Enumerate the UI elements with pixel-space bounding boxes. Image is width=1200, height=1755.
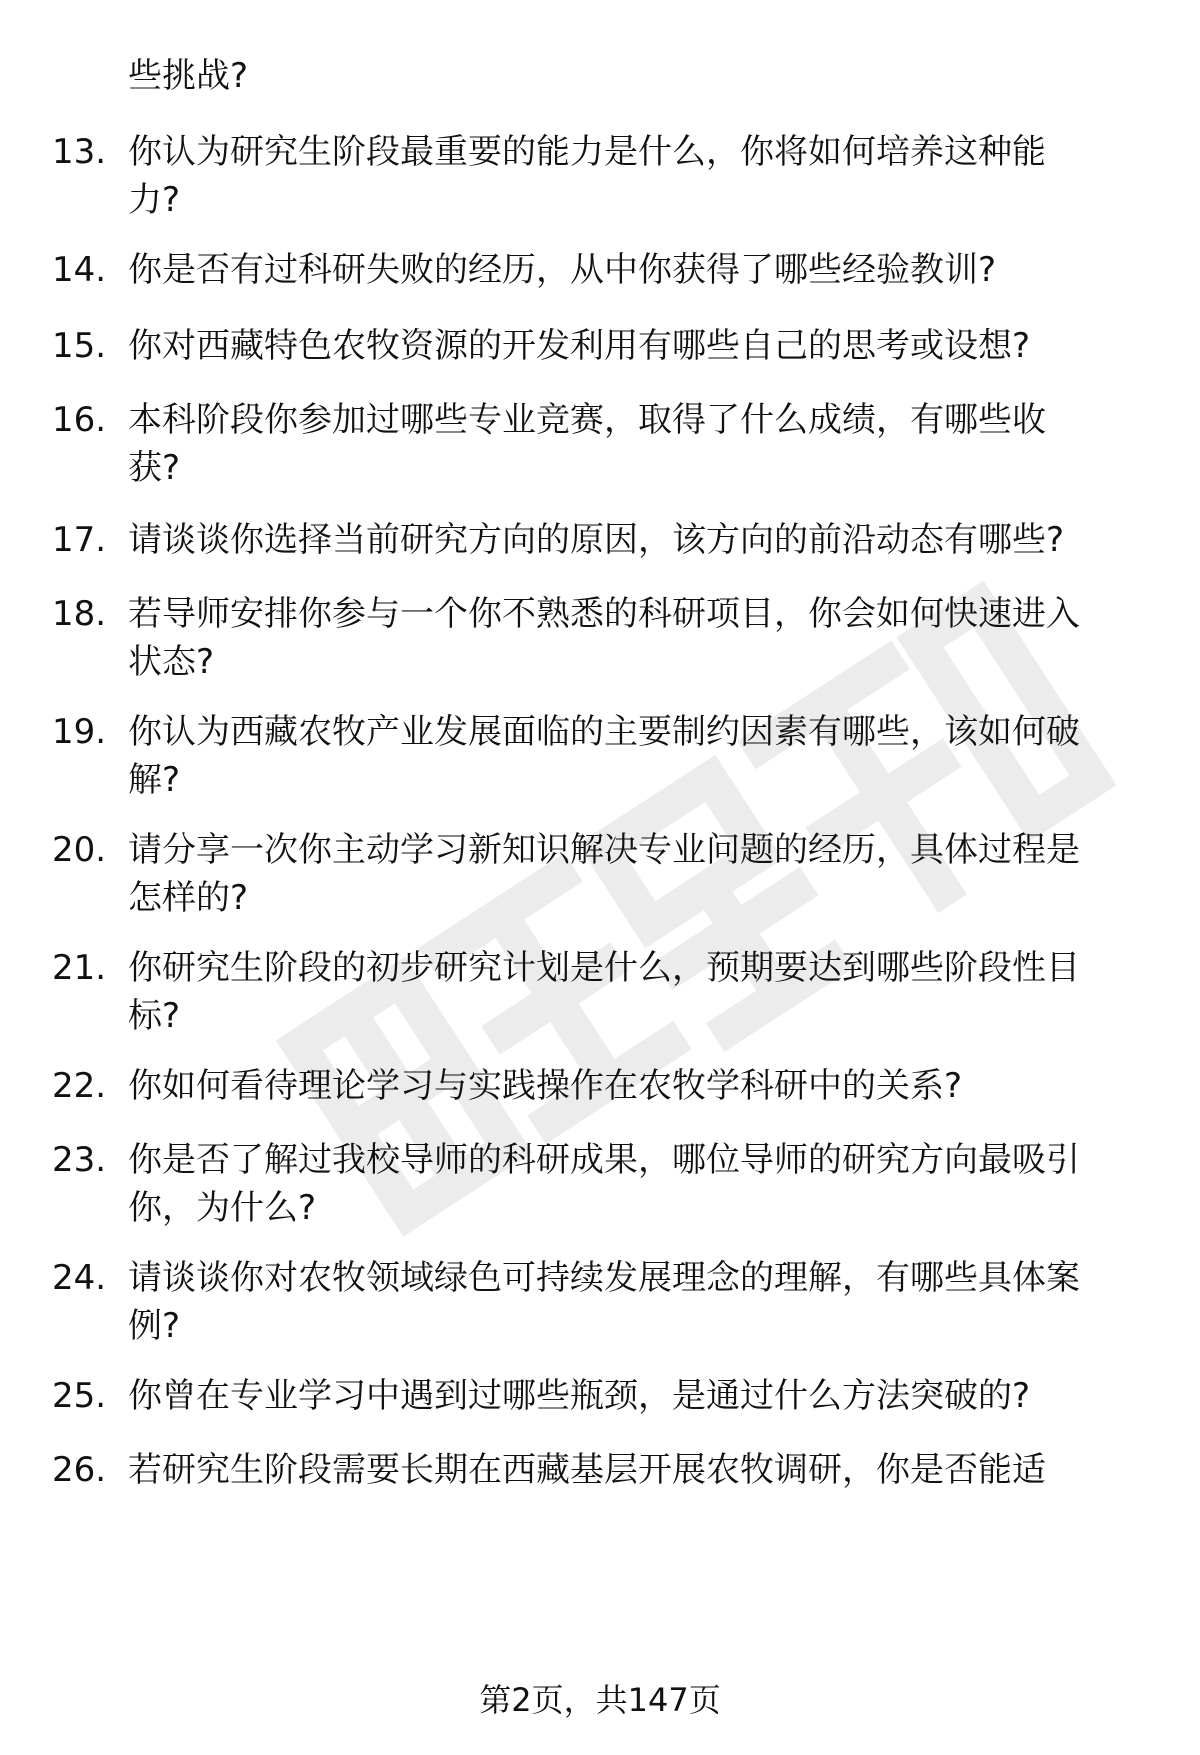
item-text: 你如何看待理论学习与实践操作在农牧学科研中的关系?	[128, 1066, 963, 1106]
item-text: 若研究生阶段需要长期在西藏基层开展农牧调研，你是否能适	[128, 1450, 1046, 1490]
item-text: 你曾在专业学习中遇到过哪些瓶颈，是通过什么方法突破的?	[128, 1376, 1031, 1416]
item-text-continued: 解?	[128, 760, 181, 800]
item-number: 15.	[52, 326, 107, 366]
item-text: 你研究生阶段的初步研究计划是什么，预期要达到哪些阶段性目	[128, 948, 1080, 988]
item-text: 本科阶段你参加过哪些专业竞赛，取得了什么成绩，有哪些收	[128, 400, 1046, 440]
item-text: 请谈谈你选择当前研究方向的原因，该方向的前沿动态有哪些?	[128, 520, 1065, 560]
item-number: 20.	[52, 830, 107, 870]
item-text-continued: 标?	[128, 996, 181, 1036]
item-text: 你认为研究生阶段最重要的能力是什么，你将如何培养这种能	[128, 132, 1046, 172]
item-text: 你是否了解过我校导师的科研成果，哪位导师的研究方向最吸引	[128, 1140, 1080, 1180]
item-number: 24.	[52, 1258, 107, 1298]
item-text: 些挑战?	[128, 56, 249, 96]
item-text-continued: 力?	[128, 180, 181, 220]
item-number: 26.	[52, 1450, 107, 1490]
item-number: 18.	[52, 594, 107, 634]
item-text: 请谈谈你对农牧领域绿色可持续发展理念的理解，有哪些具体案	[128, 1258, 1080, 1298]
item-number: 19.	[52, 712, 107, 752]
item-number: 25.	[52, 1376, 107, 1416]
item-number: 13.	[52, 132, 107, 172]
item-text: 请分享一次你主动学习新知识解决专业问题的经历，具体过程是	[128, 830, 1080, 870]
item-text-continued: 例?	[128, 1306, 181, 1346]
item-text-continued: 你，为什么?	[128, 1188, 317, 1228]
item-text-continued: 怎样的?	[128, 878, 249, 918]
item-text-continued: 状态?	[128, 642, 215, 682]
item-text: 你是否有过科研失败的经历，从中你获得了哪些经验教训?	[128, 250, 997, 290]
item-number: 23.	[52, 1140, 107, 1180]
item-number: 17.	[52, 520, 107, 560]
item-number: 22.	[52, 1066, 107, 1106]
item-text: 若导师安排你参与一个你不熟悉的科研项目，你会如何快速进入	[128, 594, 1080, 634]
item-text-continued: 获?	[128, 448, 181, 488]
item-text: 你对西藏特色农牧资源的开发利用有哪些自己的思考或设想?	[128, 326, 1031, 366]
page-footer: 第2页，共147页	[479, 1681, 721, 1719]
item-text: 你认为西藏农牧产业发展面临的主要制约因素有哪些，该如何破	[128, 712, 1080, 752]
item-number: 14.	[52, 250, 107, 290]
item-number: 21.	[52, 948, 107, 988]
item-number: 16.	[52, 400, 107, 440]
